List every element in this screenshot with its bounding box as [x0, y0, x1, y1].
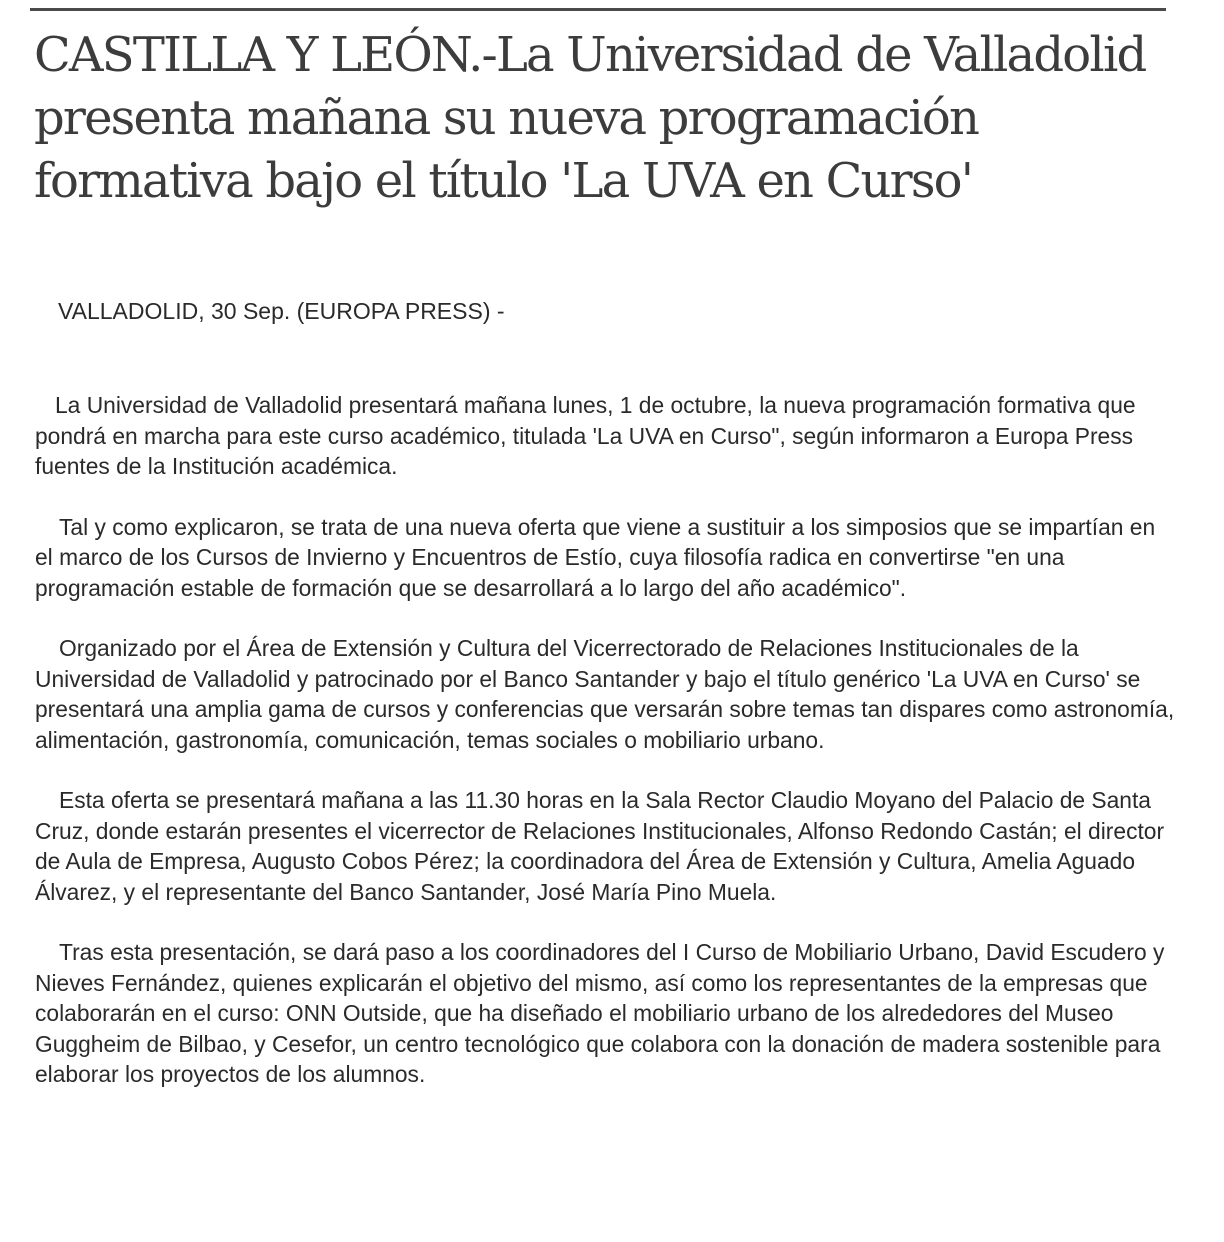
paragraph-1: La Universidad de Valladolid presentará mañana lunes, 1 de octubre, la nueva programación formativa que pondrá en marcha para este curso académico, titulada 'La UVA en Curso", según informaron a Europa Press fuentes de la Institución académica.: [35, 392, 1136, 479]
paragraph-4: Esta oferta se presentará mañana a las 11.30 horas en la Sala Rector Claudio Moyano del Palacio de Santa Cruz, donde estarán presentes el vicerrector de Relaciones Institucionales, Alfonso Redondo Castán; el director de Aula de Empresa, Augusto Cobos Pérez; la coordinadora del Área de Extensión y Cultura, Amelia Aguado Álvarez, y el representante del Banco Santander, José María Pino Muela.: [35, 787, 1165, 905]
top-rule: [30, 8, 1166, 11]
headline: CASTILLA Y LEÓN.-La Universidad de Valladolid presenta mañana su nueva programación formativa bajo el título 'La UVA en Curso': [34, 27, 1146, 209]
paragraph-2: Tal y como explicaron, se trata de una nueva oferta que viene a sustituir a los simposios que se impartían en el marco de los Cursos de Invierno y Encuentros de Estío, cuya filosofía radica en convertirse "en una programación estable de formación que se desarrollará a lo largo del año académico".: [35, 513, 1156, 601]
paragraph-5: Tras esta presentación, se dará paso a los coordinadores del I Curso de Mobiliario Urbano, David Escudero y Nieves Fernández, quienes explicarán el objetivo del mismo, así como los representantes de la empresas que colaborarán en el curso: ONN Outside, que ha diseñado el mobiliario urbano de los alrededores del Museo Guggheim de Bilbao, y Cesefor, un centro tecnológico que colabora con la donación de madera sostenible para elaborar los proyectos de los alumnos.: [35, 939, 1165, 1087]
dateline: VALLADOLID, 30 Sep. (EUROPA PRESS) -: [58, 298, 505, 324]
paragraph-3: Organizado por el Área de Extensión y Cultura del Vicerrectorado de Relaciones Institucionales de la Universidad de Valladolid y patrocinado por el Banco Santander y bajo el título genérico 'La UVA en Curso' se presentará una amplia gama de cursos y conferencias que versarán sobre temas tan dispares como astronomía, alimentación, gastronomía, comunicación, temas sociales o mobiliario urbano.: [35, 635, 1175, 753]
article-body: [35, 390, 1175, 1120]
